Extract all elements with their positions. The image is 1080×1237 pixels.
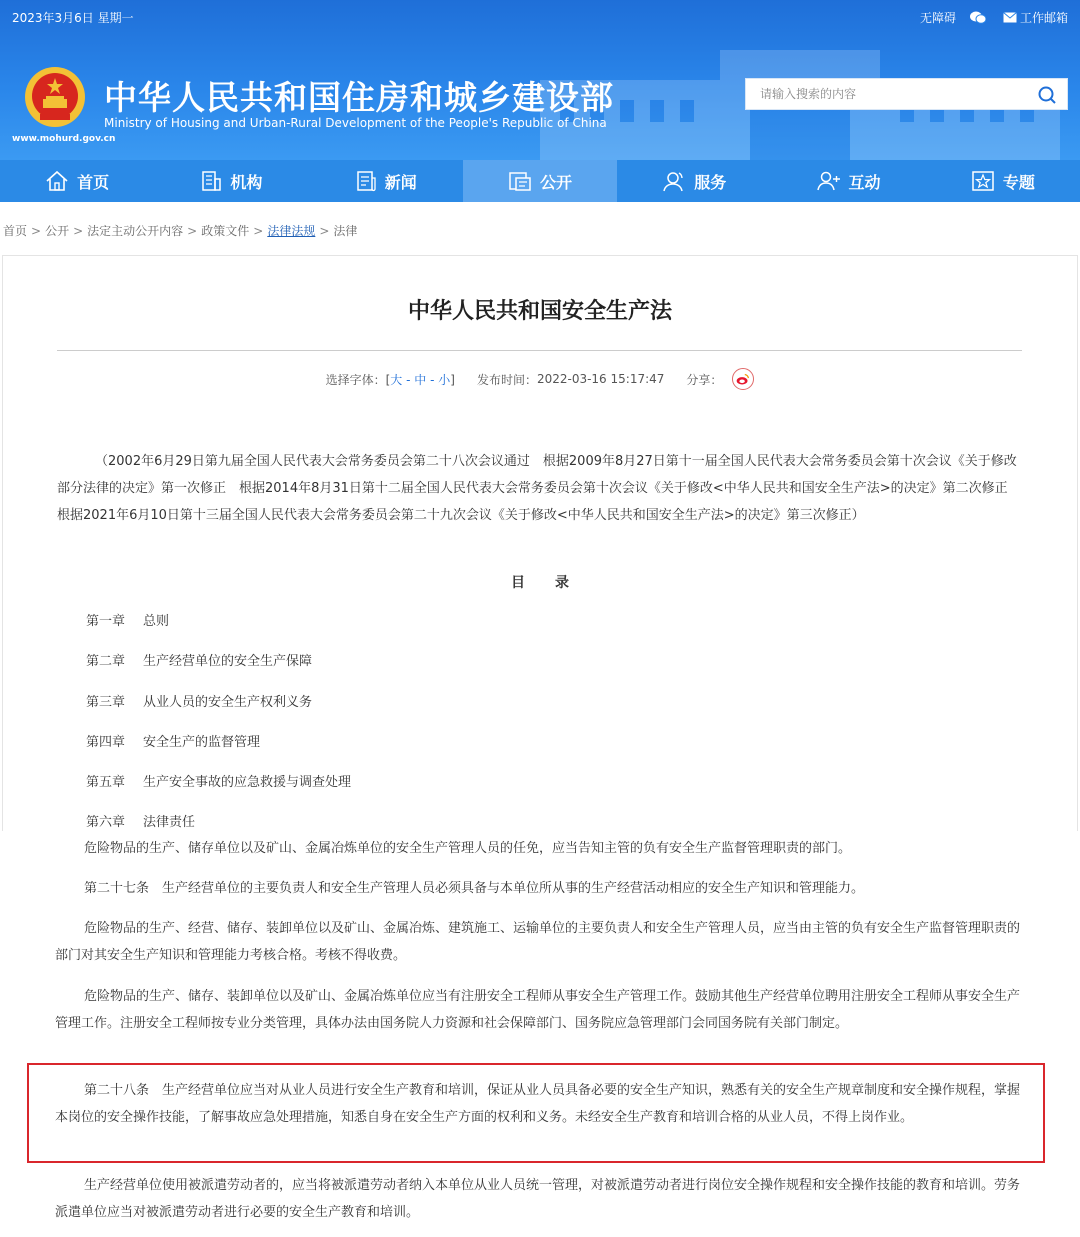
title-divider [57,350,1022,351]
toc-title: 法律责任 [143,815,196,831]
publish-label: 发布时间： [476,372,537,387]
breadcrumb-separator: > [187,224,198,238]
font-size-selector [326,371,455,388]
publish-icon [508,170,532,192]
wechat-link[interactable] [970,11,989,24]
breadcrumb-separator: > [73,224,84,238]
main-nav [0,160,1080,202]
toc-chapter: 第一章 [86,614,126,629]
font-select-label: 选择字体： [325,372,386,387]
topic-icon [971,170,995,192]
nav-item-home[interactable] [0,160,154,202]
nav-item-organization[interactable] [154,160,308,202]
home-icon [45,170,69,192]
search-icon[interactable] [1037,85,1057,105]
breadcrumb-publish[interactable]: 公开 [45,224,70,238]
nav-item-interaction[interactable] [771,160,925,202]
table-of-contents [86,612,351,854]
service-icon [662,170,686,192]
breadcrumb-laws[interactable]: 法律 [333,224,358,238]
excerpt-paragraph: 危险物品的生产、经营、储存、装卸单位以及矿山、金属冶炼、建筑施工、运输单位的主要负责人和安全生产管理人员，应当由主管的负有安全生产监督管理职责的部门对其安全生产知识和管理能力考核合格。考核不得收费。 [55,921,1021,963]
toc-item[interactable] [86,652,351,692]
toc-heading: 目录 [511,575,599,591]
site-title-en: Ministry of Housing and Urban-Rural Development of the People's Republic of China [104,116,607,130]
toc-title: 安全生产的监督管理 [143,734,261,750]
font-dash: - [402,372,415,387]
nav-item-topic[interactable] [926,160,1080,202]
current-date: 2023年3月6日 星期一 [12,11,134,25]
breadcrumb-separator: > [31,224,42,238]
national-emblem-icon [24,66,86,128]
mail-icon [1003,12,1017,23]
breadcrumb-statutory-content[interactable]: 法定主动公开内容 [87,224,184,238]
nav-item-service[interactable] [617,160,771,202]
font-large-button[interactable]: 大 [390,372,403,387]
wechat-icon [970,11,986,24]
font-medium-button[interactable]: 中 [414,372,427,387]
toc-chapter: 第二章 [86,654,126,670]
news-icon [355,170,377,192]
work-mail-label: 工作邮箱 [1019,11,1068,25]
breadcrumb-separator: > [319,224,330,238]
building-icon [200,170,222,192]
toc-title: 生产安全事故的应急救援与调查处理 [143,775,352,791]
breadcrumb-home[interactable]: 首页 [3,224,28,238]
publish-time: 2022-03-16 15:17:47 [536,372,665,386]
excerpt-paragraph: 危险物品的生产、储存单位以及矿山、金属冶炼单位的安全生产管理人员的任免，应当告知主管的负有安全生产监督管理职责的部门。 [84,841,852,856]
nav-label: 服务 [694,172,727,192]
site-url: www.mohurd.gov.cn [12,134,116,144]
site-title: 中华人民共和国住房和城乡建设部 [104,78,614,117]
font-bracket-close: ] [450,372,455,387]
toc-chapter: 第三章 [86,694,126,710]
article-28: 第二十八条 生产经营单位应当对从业人员进行安全生产教育和培训，保证从业人员具备必要的安全生产知识，熟悉有关的安全生产规章制度和安全操作规程，掌握本岗位的安全操作技能，了解事故应急处理措施，知悉自身在安全生产方面的权利和义务。未经安全生产教育和培训合格的从业人员，不得上岗作业。 [55,1083,1021,1125]
nav-item-publish[interactable] [463,160,617,202]
nav-label: 机构 [230,172,263,192]
toc-chapter: 第六章 [86,815,126,831]
toc-title: 生产经营单位的安全生产保障 [143,654,313,670]
article-meta [0,368,1080,390]
top-bar [0,0,1080,34]
font-small-button[interactable]: 小 [438,372,451,387]
toc-chapter: 第五章 [86,775,126,791]
excerpt-paragraph: 危险物品的生产、储存、装卸单位以及矿山、金属冶炼单位应当有注册安全工程师从事安全生产管理工作。鼓励其他生产经营单位聘用注册安全工程师从事安全生产管理工作。注册安全工程师按专业分类管理，具体办法由国务院人力资源和社会保障部门、国务院应急管理部门会同国务院有关部门制定。 [55,989,1021,1031]
site-header [0,0,1080,160]
search-input[interactable] [746,79,1026,109]
font-dash: - [426,372,439,387]
share-label: 分享： [686,372,723,387]
toc-title: 总则 [143,614,170,629]
accessibility-link[interactable]: 无障碍 [919,11,956,25]
nav-label: 专题 [1002,172,1035,192]
nav-label: 公开 [539,172,572,192]
breadcrumb [3,222,357,239]
article-28-highlight-box [27,1063,1045,1163]
nav-item-news[interactable] [309,160,463,202]
breadcrumb-policy-docs[interactable]: 政策文件 [201,224,250,238]
breadcrumb-laws-regulations[interactable]: 法律法规 [267,224,316,238]
nav-label: 新闻 [384,172,417,192]
interaction-icon [817,170,841,192]
nav-label: 首页 [77,172,110,192]
toc-item[interactable] [86,733,351,773]
toc-item[interactable] [86,612,351,652]
font-bracket-open: [ [385,372,391,387]
search-box [745,78,1068,110]
nav-label: 互动 [848,172,881,192]
article-title: 中华人民共和国安全生产法 [407,299,672,324]
weibo-share-icon[interactable] [732,368,754,390]
toc-title: 从业人员的安全生产权利义务 [143,694,313,710]
toc-chapter: 第四章 [86,734,126,750]
work-mail-link[interactable] [1003,9,1068,26]
toc-item[interactable] [86,773,351,813]
top-links [906,9,1068,26]
article-27: 第二十七条 生产经营单位的主要负责人和安全生产管理人员必须具备与本单位所从事的生产经营活动相应的安全生产知识和管理能力。 [84,881,865,896]
excerpt-paragraph: 生产经营单位使用被派遣劳动者的，应当将被派遣劳动者纳入本单位从业人员统一管理，对被派遣劳动者进行岗位安全操作规程和安全操作技能的教育和培训。劳务派遣单位应当对被派遣劳动者进行必要的安全生产教育和培训。 [55,1178,1021,1220]
law-preamble: （2002年6月29日第九届全国人民代表大会常务委员会第二十八次会议通过 根据2009年8月27日第十一届全国人民代表大会常务委员会第十次会议《关于修改部分法律的决定》第一次修正 根据2014年8月31日第十二届全国人民代表大会常务委员会第十次会议《关于修改<中华人民共和国安全生产法>的决定》第二次修正 根据2021年6月10日第十三届全国人民代表大会常务委员会第二十九次会议《关于修改<中华人民共和国安全生产法>的决定》第三次修正） [57,454,1021,523]
breadcrumb-separator: > [253,224,264,238]
toc-item[interactable] [86,693,351,733]
